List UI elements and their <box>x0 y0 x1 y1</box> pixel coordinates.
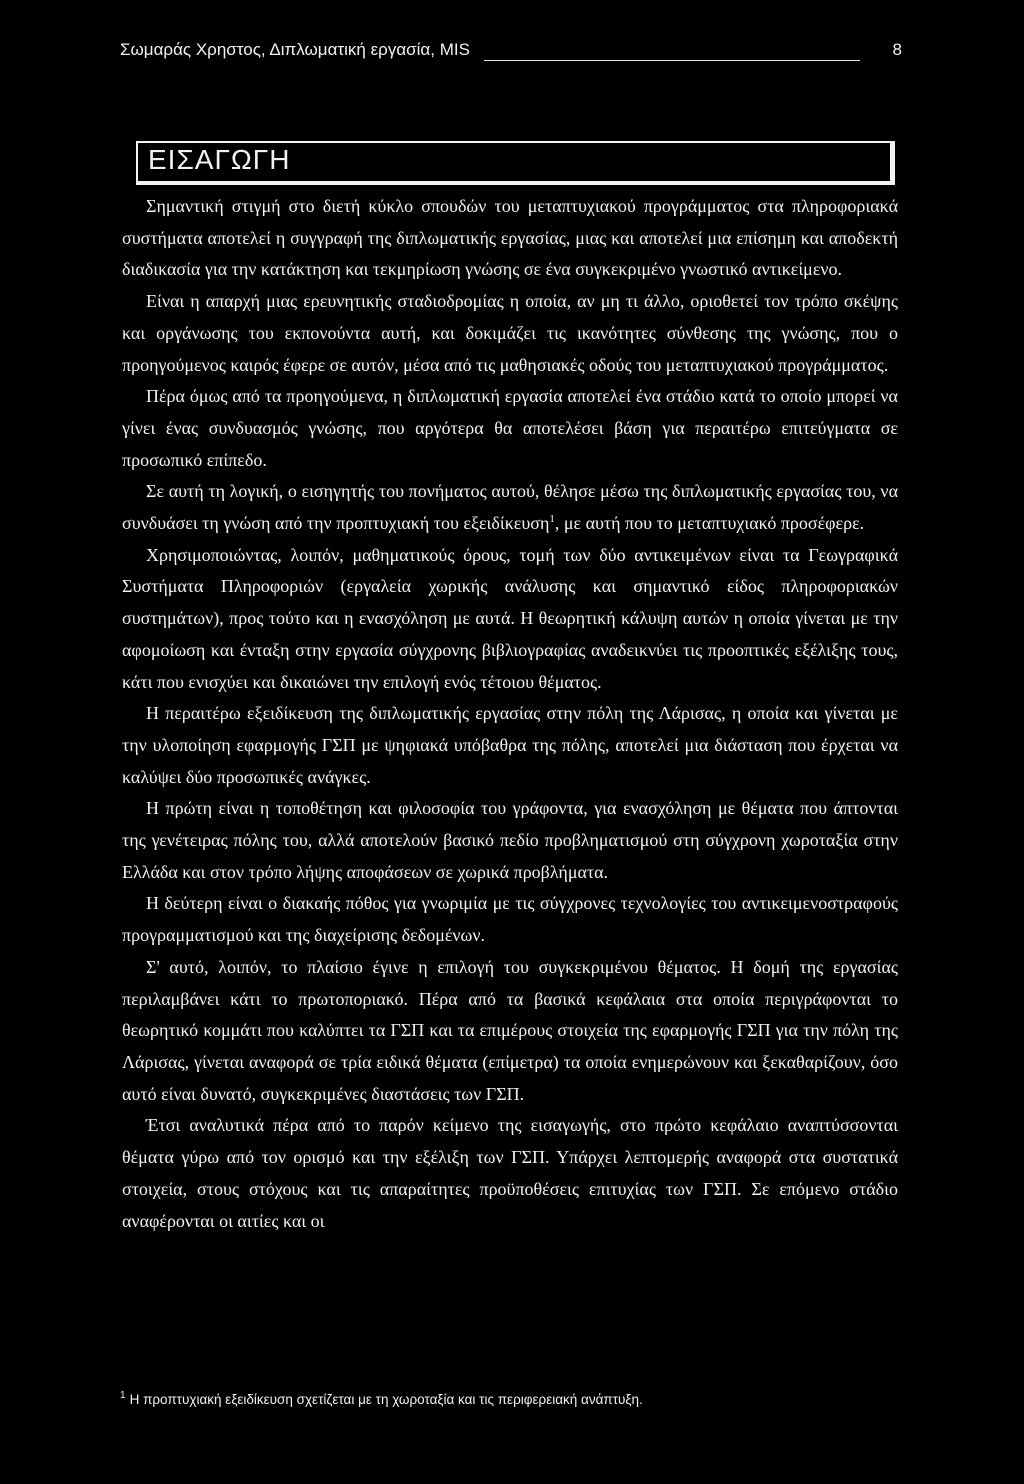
paragraph: Σ' αυτό, λοιπόν, το πλαίσιο έγινε η επιλογή του συγκεκριμένου θέματος. Η δομή της εργασίας περιλαμβάνει κάτι το πρωτοποριακό. Πέρα από τα βασικά κεφάλαια στα οποία περιγράφονται το θεωρητικό κομμάτι που καλύπτει τα ΓΣΠ και τα επιμέρους στοιχεία της εφαρμογής ΓΣΠ για την πόλη της Λάρισας, γίνεται αναφορά σε τρία ειδικά θέματα (επίμετρα) τα οποία ενημερώνουν και ξεκαθαρίζουν, όσο αυτό είναι δυνατό, συγκεκριμένες διαστάσεις των ΓΣΠ. <box>122 956 898 1104</box>
section-title: ΕΙΣΑΓΩΓΗ <box>148 144 291 175</box>
paragraph-text-tail: , με αυτή που το μεταπτυχιακό προσέφερε. <box>554 513 865 534</box>
footnote-text: Η προπτυχιακή εξειδίκευση σχετίζεται με τη χωροταξία και τις περιφερειακή ανάπτυξη. <box>129 1392 643 1407</box>
footnote-mark: 1 <box>120 1390 126 1401</box>
paragraph: Η δεύτερη είναι ο διακαής πόθος για γνωριμία με τις σύγχρονες τεχνολογίες του αντικειμενοστραφούς προγραμματισμού και της διαχείρισης δεδομένων. <box>122 893 898 946</box>
running-header <box>120 38 902 68</box>
section-heading-box <box>136 141 895 181</box>
paragraph: Πέρα όμως από τα προηγούμενα, η διπλωματική εργασία αποτελεί ένα στάδιο κατά το οποίο μπορεί να γίνει ένας συνδυασμός γνώσης, που αργότερα θα αποτελέσει βάση για περαιτέρω επιτεύγματα σε προσωπικό επίπεδο. <box>122 386 898 470</box>
paragraph: Είναι η απαρχή μιας ερευνητικής σταδιοδρομίας η οποία, αν μη τι άλλο, οριοθετεί τον τρόπο σκέψης και οργάνωσης του εκπονούντα αυτή, και δοκιμάζει τις ικανότητες σύνθεσης της γνώσης, που ο προηγούμενος καιρός έφερε σε αυτόν, μέσα από τις μαθησιακές οδούς του μεταπτυχιακού προγράμματος. <box>122 291 898 375</box>
paragraph-with-footnote <box>122 476 898 539</box>
paragraph: Η περαιτέρω εξειδίκευση της διπλωματικής εργασίας στην πόλη της Λάρισας, η οποία και γίνεται με την υλοποίηση εφαρμογής ΓΣΠ με ψηφιακά υπόβαθρα της πόλης, αποτελεί μια διάσταση που έρχεται να καλύψει δύο προσωπικές ανάγκες. <box>122 703 898 787</box>
paragraph: Σημαντική στιγμή στο διετή κύκλο σπουδών του μεταπτυχιακού προγράμματος στα πληροφοριακά συστήματα αποτελεί η συγγραφή της διπλωματικής εργασίας, μιας και αποτελεί μια επίσημη και αποδεκτή διαδικασία για την κατάκτηση και τεκμηρίωση γνώσης σε ένα συγκεκριμένο γνωστικό αντικείμενο. <box>122 196 898 280</box>
header-rule <box>484 60 860 61</box>
body-text <box>122 191 898 1237</box>
paragraph: Η πρώτη είναι η τοποθέτηση και φιλοσοφία του γράφοντα, για ενασχόληση με θέματα που άπτονται της γενέτειρας πόλης του, αλλά αποτελούν βασικό πεδίο προβληματισμού στη σύγχρονη χωροταξία στην Ελλάδα και στον τρόπο λήψης αποφάσεων σε χωρικά προβλήματα. <box>122 798 898 882</box>
paragraph: Έτσι αναλυτικά πέρα από το παρόν κείμενο της εισαγωγής, στο πρώτο κεφάλαιο αναπτύσσονται θέματα γύρω από τον ορισμό και την εξέλιξη των ΓΣΠ. Υπάρχει λεπτομερής αναφορά στα συστατικά στοιχεία, στους στόχους και τις απαραίτητες προϋποθέσεις επιτυχίας των ΓΣΠ. Σε επόμενο στάδιο αναφέρονται οι αιτίες και οι <box>122 1115 898 1231</box>
footnote-reference[interactable]: 1 <box>549 513 555 526</box>
footnote <box>120 1390 920 1407</box>
paragraph-text: Σε αυτή τη λογική, ο εισηγητής του πονήματος αυτού, θέλησε μέσω της διπλωματικής εργασίας του, να συνδυάσει τη γνώση από την προπτυχιακή του εξειδίκευση <box>122 481 898 534</box>
page-number: 8 <box>892 40 902 59</box>
running-title: Σωμαράς Χρηστος, Διπλωματική εργασία, MIS <box>120 40 470 59</box>
paragraph: Χρησιμοποιώντας, λοιπόν, μαθηματικούς όρους, τομή των δύο αντικειμένων είναι τα Γεωγραφικά Συστήματα Πληροφοριών (εργαλεία χωρικής ανάλυσης και σημαντικό είδος πληροφοριακών συστημάτων), προς τούτο και η ενασχόληση με αυτά. Η θεωρητική κάλυψη αυτών η οποία γίνεται με την αφομοίωση και ένταξη στην εργασία σύγχρονης βιβλιογραφίας αναδεικνύει τις προοπτικές εξέλιξης τους, κάτι που ενισχύει και δικαιώνει την επιλογή ενός τέτοιου θέματος. <box>122 544 898 692</box>
